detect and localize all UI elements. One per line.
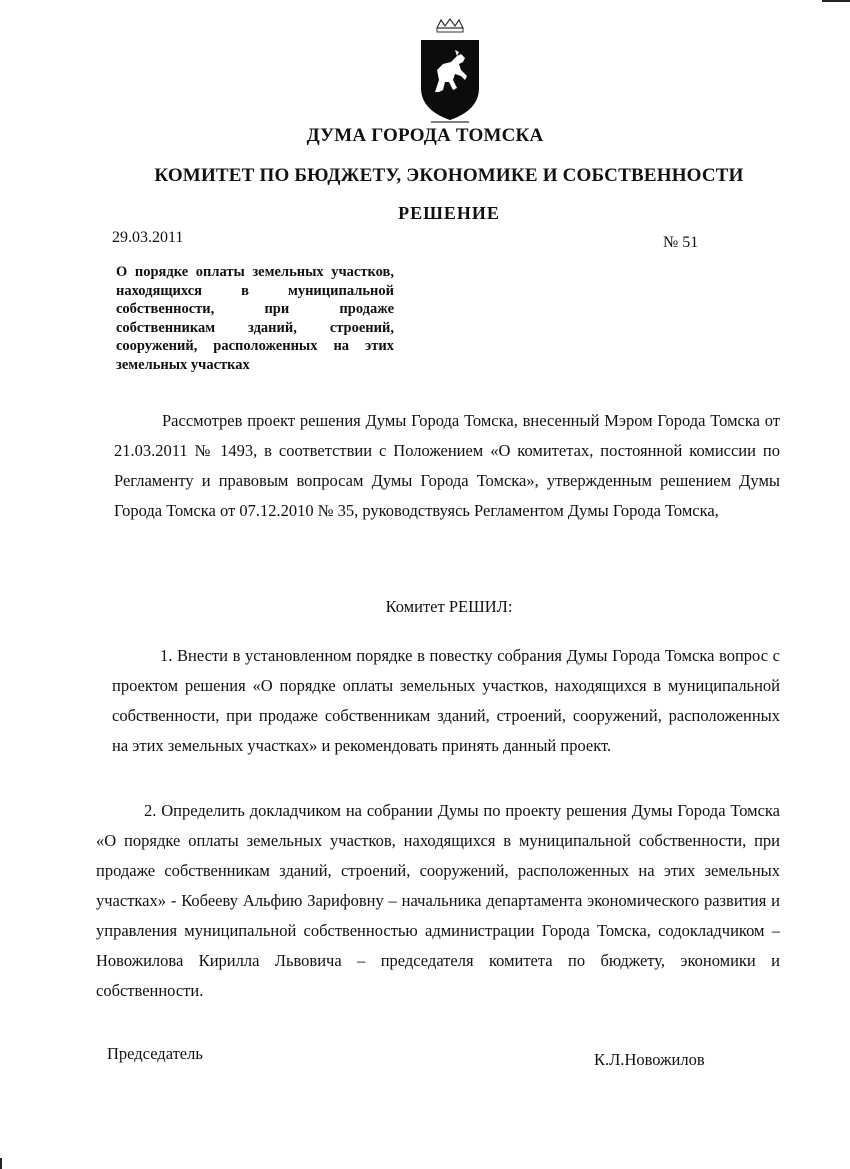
scan-edge-mark (822, 0, 850, 2)
decision-heading: Комитет РЕШИЛ: (385, 597, 513, 616)
decision-item-1: 1. Внести в установленном порядке в повестку собрания Думы Города Томска вопрос с проектом решения «О порядке оплаты земельных участков, находящихся в муниципальной собственности, при продаже собственникам зданий, строений, сооружений, расположенных на этих земельных участках» и рекомендовать принять данный проект. (112, 646, 780, 755)
decision-item-2: 2. Определить докладчиком на собрании Думы по проекту решения Думы Города Томска «О порядке оплаты земельных участков, находящихся в муниципальной собственности, при продаже собственникам зданий, строений, сооружений, расположенных на этих земельных участках» - Кобееву Альфию Зарифовну – начальника департамента экономического развития и управления муниципальной собственностью администрации Города Томска, содокладчиком – Новожилова Кирилла Львовича – председателя комитета по бюджету, экономики и собственности. (96, 801, 780, 1000)
committee-title: КОМИТЕТ ПО БЮДЖЕТУ, ЭКОНОМИКЕ И СОБСТВЕННОСТИ (154, 165, 744, 186)
document-number: № 51 (663, 234, 699, 251)
signatory-role: Председатель (107, 1044, 203, 1063)
organization-title: ДУМА ГОРОДА ТОМСКА (306, 125, 544, 146)
document-subject: О порядке оплаты земельных участков, находящихся в муниципальной собственности, при продаже собственникам зданий, строений, сооружений, расположенных на этих земельных участках (116, 264, 394, 373)
document-type-heading: РЕШЕНИЕ (398, 203, 500, 223)
scan-edge-mark (0, 1158, 2, 1169)
city-coat-of-arms-icon (417, 18, 483, 126)
document-date: 29.03.2011 (112, 229, 184, 246)
intro-paragraph: Рассмотрев проект решения Думы Города Томска, внесенный Мэром Города Томска от 21.03.2011 № 1493, в соответствии с Положением «О комитетах, постоянной комиссии по Регламенту и правовым вопросам Думы Города Томска», утвержденным решением Думы Города Томска от 07.12.2010 № 35, руководствуясь Регламентом Думы Города Томска, (114, 411, 780, 520)
signatory-name: К.Л.Новожилов (594, 1050, 705, 1069)
